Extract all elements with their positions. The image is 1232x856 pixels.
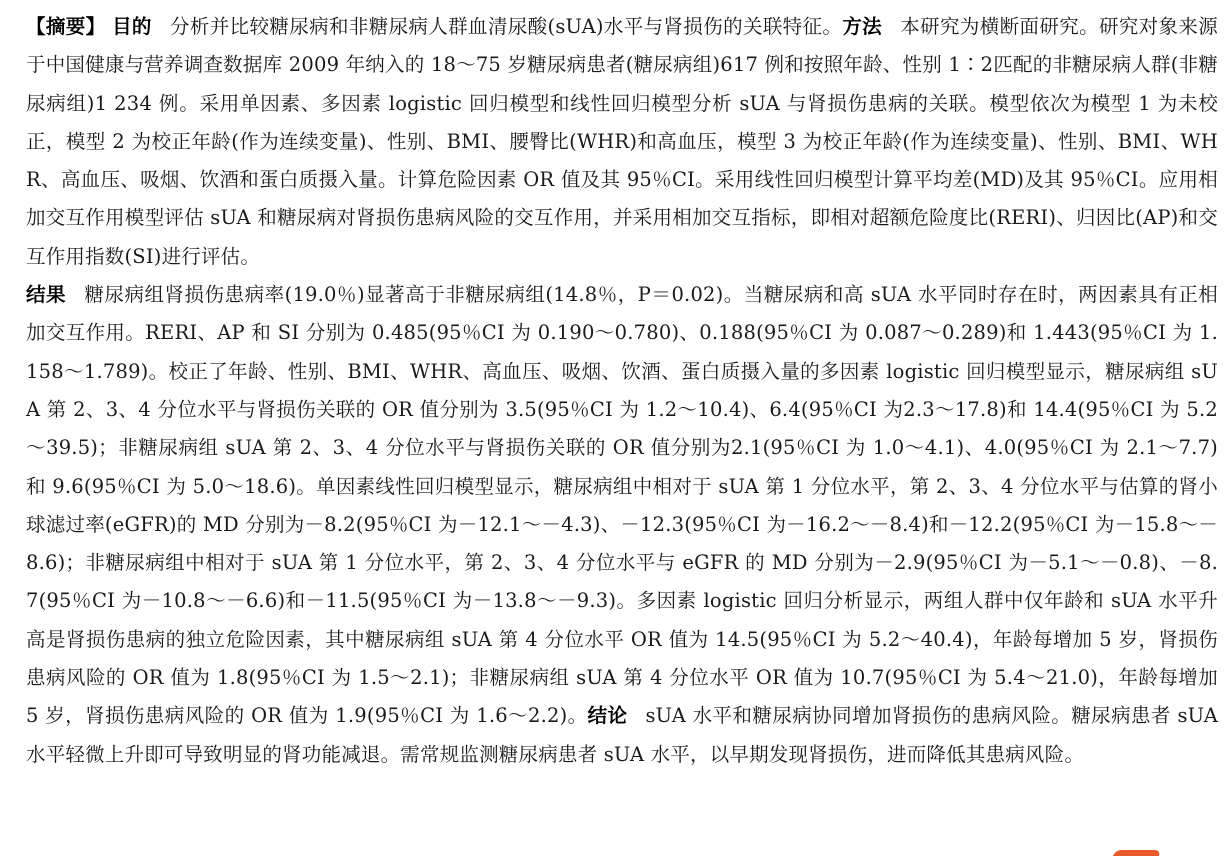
conclusion-text: sUA 水平和糖尿病协同增加肾损伤的患病风险。糖尿病患者 sUA 水平轻微上升即可导致明显的肾功能减退。需常规监测糖尿病患者 sUA 水平，以早期发现肾损伤，进而降低其患病风险。 [26, 704, 1218, 766]
conclusion-label: 结论 [587, 704, 628, 728]
corner-mark [1113, 850, 1161, 856]
abstract-paragraph [26, 8, 1218, 774]
methods-label: 方法 [842, 15, 883, 38]
objective-text: 分析并比较糖尿病和非糖尿病人群血清尿酸(sUA)水平与肾损伤的关联特征。 [169, 15, 843, 38]
results-text: 糖尿病组肾损伤患病率(19.0％)显著高于非糖尿病组(14.8％，P＝0.02)。当糖尿病和高 sUA 水平同时存在时，两因素具有正相加交互作用。RERI、AP 和 SI 分别为 0.485(95％CI 为 0.190～0.780)、0.188(95％CI 为 0.087～0.289)和 1.443(95％CI 为 1.158～1.789)。校正了年龄、性别、BMI、WHR、高血压、吸烟、饮酒、蛋白质摄入量的多因素 logistic 回归模型显示，糖尿病组 sUA 第 2、3、4 分位水平与肾损伤关联的 OR 值分别为 3.5(95％CI 为 1.2～10.4)、6.4(95％CI 为2.3～17.8)和 14.4(95％CI 为 5.2～39.5)；非糖尿病组 sUA 第 2、3、4 分位水平与肾损伤关联的 OR 值分别为2.1(95％CI 为 1.0～4.1)、4.0(95％CI 为 2.1～7.7)和 9.6(95％CI 为 5.0～18.6)。单因素线性回归模型显示，糖尿病组中相对于 sUA 第 1 分位水平，第 2、3、4 分位水平与估算的肾小球滤过率(eGFR)的 MD 分别为－8.2(95％CI 为－12.1～－4.3)、－12.3(95％CI 为－16.2～－8.4)和－12.2(95％CI 为－15.8～－8.6)；非糖尿病组中相对于 sUA 第 1 分位水平，第 2、3、4 分位水平与 eGFR 的 MD 分别为－2.9(95％CI 为－5.1～－0.8)、－8.7(95％CI 为－10.8～－6.6)和－11.5(95％CI 为－13.8～－9.3)。多因素 logistic 回归分析显示，两组人群中仅年龄和 sUA 水平升高是肾损伤患病的独立危险因素，其中糖尿病组 sUA 第 4 分位水平 OR 值为 14.5(95％CI 为 5.2～40.4)，年龄每增加 5 岁，肾损伤患病风险的 OR 值为 1.8(95％CI 为 1.5～2.1)；非糖尿病组 sUA 第 4 分位水平 OR 值为 10.7(95％CI 为 5.4～21.0)，年龄每增加 5 岁，肾损伤患病风险的 OR 值为 1.9(95％CI 为 1.6～2.2)。 [26, 283, 1219, 728]
abstract-heading: 【摘要】 [26, 15, 106, 38]
methods-text: 本研究为横断面研究。研究对象来源于中国健康与营养调查数据库 2009 年纳入的 18～75 岁糖尿病患者(糖尿病组)617 例和按照年龄、性别 1∶2匹配的非糖尿病人群(非糖尿病组)1 234 例。采用单因素、多因素 logistic 回归模型和线性回归模型分析 sUA 与肾损伤患病的关联。模型依次为模型 1 为未校正，模型 2 为校正年龄(作为连续变量)、性别、BMI、腰臀比(WHR)和高血压，模型 3 为校正年龄(作为连续变量)、性别、BMI、WHR、高血压、吸烟、饮酒和蛋白质摄入量。计算危险因素 OR 值及其 95％CI。采用线性回归模型计算平均差(MD)及其 95％CI。应用相加交互作用模型评估 sUA 和糖尿病对肾损伤患病风险的交互作用，并采用相加交互指标，即相对超额危险度比(RERI)、归因比(AP)和交互作用指数(SI)进行评估。 [26, 15, 1218, 268]
objective-label: 目的 [112, 15, 152, 38]
results-label: 结果 [26, 283, 67, 307]
